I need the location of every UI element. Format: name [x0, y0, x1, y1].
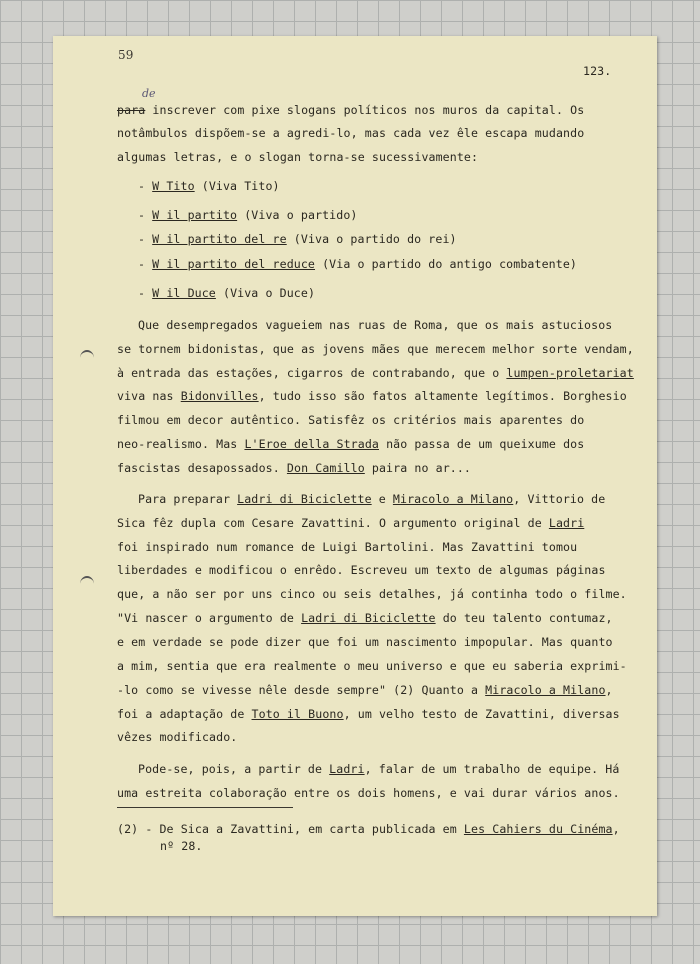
- binder-hole: [80, 576, 94, 592]
- text-line: Pode-se, pois, a partir de Ladri, falar de um trabalho de equipe. Há: [138, 762, 620, 776]
- struck-word: para: [117, 103, 146, 117]
- page-number: 123.: [583, 64, 612, 78]
- binder-hole: [80, 350, 94, 366]
- list-item: - W il Duce (Viva o Duce): [138, 286, 316, 300]
- text-line: fascistas desapossados. Don Camillo paira no ar...: [117, 461, 472, 475]
- handwritten-correction: de: [142, 87, 156, 100]
- text-line: se tornem bidonistas, que as jovens mães que merecem melhor sorte vendam,: [117, 342, 634, 356]
- text-line: algumas letras, e o slogan torna-se sucessivamente:: [117, 150, 479, 164]
- text-line: uma estreita colaboração entre os dois homens, e vai durar vários anos.: [117, 786, 620, 800]
- list-item: - W Tito (Viva Tito): [138, 179, 280, 193]
- text-line: Sica fêz dupla com Cesare Zavattini. O argumento original de Ladri: [117, 516, 585, 530]
- text-line: foi a adaptação de Toto il Buono, um velho testo de Zavattini, diversas: [117, 707, 620, 721]
- text-line: e em verdade se pode dizer que foi um nascimento impopular. Mas quanto: [117, 635, 613, 649]
- text-line: vêzes modificado.: [117, 730, 238, 744]
- text-line: "Vi nascer o argumento de Ladri di Biciclette do teu talento contumaz,: [117, 611, 613, 625]
- list-item: - W il partito del re (Viva o partido do rei): [138, 232, 457, 246]
- text-line: à entrada das estações, cigarros de contrabando, que o lumpen-proletariat: [117, 366, 634, 380]
- text-line: notâmbulos dispõem-se a agredi-lo, mas cada vez êle escapa mudando: [117, 126, 585, 140]
- typewritten-page: [53, 36, 657, 916]
- text-line: que, a não ser por uns cinco ou seis detalhes, já continha todo o filme.: [117, 587, 627, 601]
- footnote-line: nº 28.: [160, 839, 203, 853]
- text-line: Para preparar Ladri di Biciclette e Miracolo a Milano, Vittorio de: [138, 492, 606, 506]
- pencil-page-number: 59: [118, 48, 134, 62]
- text-line: -lo como se vivesse nêle desde sempre" (2) Quanto a Miracolo a Milano,: [117, 683, 613, 697]
- list-item: - W il partito del reduce (Via o partido do antigo combatente): [138, 257, 577, 271]
- text-line: liberdades e modificou o enrêdo. Escreveu um texto de algumas páginas: [117, 563, 606, 577]
- list-item: - W il partito (Viva o partido): [138, 208, 358, 222]
- text-line: para inscrever com pixe slogans políticos nos muros da capital. Os: [117, 103, 585, 117]
- text-line: filmou em decor autêntico. Satisfêz os critérios mais aparentes do: [117, 413, 585, 427]
- text-line: a mim, sentia que era realmente o meu universo e que eu saberia exprimi-: [117, 659, 627, 673]
- text-line: neo-realismo. Mas L'Eroe della Strada não passa de um queixume dos: [117, 437, 585, 451]
- text-line: Que desempregados vagueiem nas ruas de Roma, que os mais astuciosos: [138, 318, 613, 332]
- text-line: viva nas Bidonvilles, tudo isso são fatos altamente legítimos. Borghesio: [117, 389, 627, 403]
- footnote-separator: [117, 807, 293, 808]
- text-line: foi inspirado num romance de Luigi Bartolini. Mas Zavattini tomou: [117, 540, 578, 554]
- footnote-line: (2) - De Sica a Zavattini, em carta publicada em Les Cahiers du Cinéma,: [117, 822, 620, 836]
